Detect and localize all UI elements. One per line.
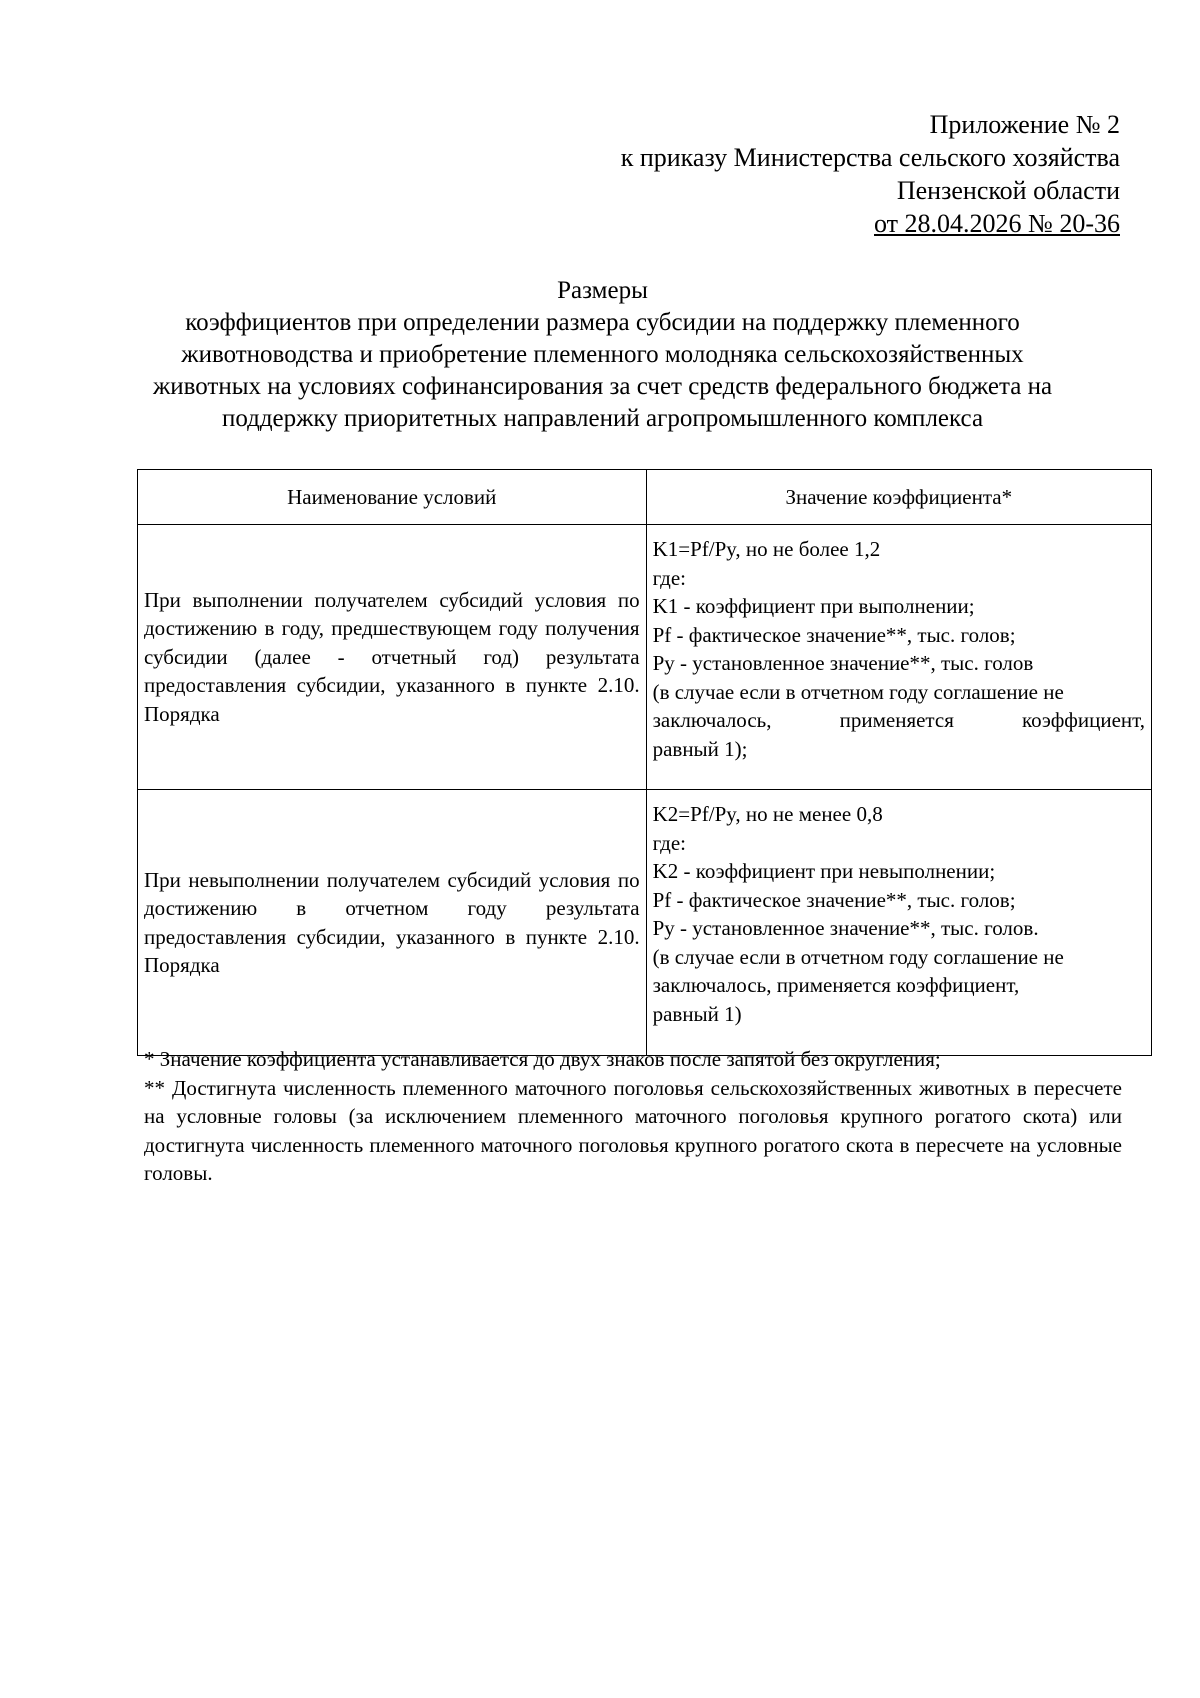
document-subtitle: коэффициентов при определении размера субсидии на поддержку племенного животноводства и приобретение племенного молодняка сельскохозяйственных животных на условиях софинансирования за счет средств федерального бюджета на поддержку приоритетных направлений агропромышленного комплекса — [152, 309, 1053, 432]
coef-line: заключалось, применяется коэффициент, — [652, 973, 1020, 997]
footnote-1: * Значение коэффициента устанавливается до двух знаков после запятой без округления; — [144, 1047, 941, 1071]
coef-line: K2=Pf/Py, но не менее 0,8 — [652, 802, 883, 826]
condition-cell: При выполнении получателем субсидий условия по достижению в году, предшествующем году получения субсидии (далее - отчетный год) результата предоставления субсидии, указанного в пункте 2.10. Порядка — [138, 525, 647, 790]
table-header-row — [138, 470, 1152, 525]
appendix-order-ref: к приказу Министерства сельского хозяйства — [620, 143, 1120, 172]
footnotes — [144, 1045, 1122, 1188]
coef-line: K1 - коэффициент при выполнении; — [652, 594, 975, 618]
coef-line: Py - установленное значение**, тыс. голов. — [652, 916, 1039, 940]
coef-line: равный 1) — [652, 1001, 742, 1026]
coef-line: (в случае если в отчетном году соглашение не — [652, 679, 1064, 704]
header-coefficient: Значение коэффициента* — [646, 470, 1151, 525]
coef-line: Py - установленное значение**, тыс. голов — [652, 651, 1034, 675]
table-row — [138, 790, 1152, 1056]
coef-line: K1=Pf/Py, но не более 1,2 — [652, 537, 881, 561]
coef-line: где: — [652, 565, 686, 590]
coef-line: равный 1); — [652, 736, 748, 761]
coef-line: где: — [652, 830, 686, 855]
condition-cell: При невыполнении получателем субсидий условия по достижению в отчетном году результата предоставления субсидии, указанного в пункте 2.10. Порядка — [138, 790, 647, 1056]
coefficients-table — [137, 469, 1152, 1056]
coef-line: Pf - фактическое значение**, тыс. голов; — [652, 622, 1016, 647]
coef-line: (в случае если в отчетном году соглашение не — [652, 944, 1064, 969]
footnote-2: ** Достигнута численность племенного маточного поголовья сельскохозяйственных животных в пересчете на условные головы (за исключением племенного маточного поголовья крупного рогатого скота) или достигнута численность племенного маточного поголовья крупного рогатого скота в пересчете на условные головы. — [144, 1075, 1122, 1185]
appendix-region: Пензенской области — [896, 176, 1120, 205]
document-heading — [135, 275, 1070, 435]
coefficient-cell — [646, 525, 1151, 790]
table-row — [138, 525, 1152, 790]
coef-line: Pf - фактическое значение**, тыс. голов; — [652, 887, 1016, 912]
coef-line: K2 - коэффициент при невыполнении; — [652, 859, 996, 883]
coefficient-cell — [646, 790, 1151, 1056]
appendix-number: Приложение № 2 — [929, 110, 1120, 139]
document-title: Размеры — [557, 277, 648, 304]
coef-line: заключалось, применяется коэффициент, — [652, 708, 1145, 732]
header-conditions: Наименование условий — [138, 470, 647, 525]
appendix-order-date: от 28.04.2026 № 20-36 — [874, 209, 1120, 238]
appendix-block — [621, 108, 1120, 240]
